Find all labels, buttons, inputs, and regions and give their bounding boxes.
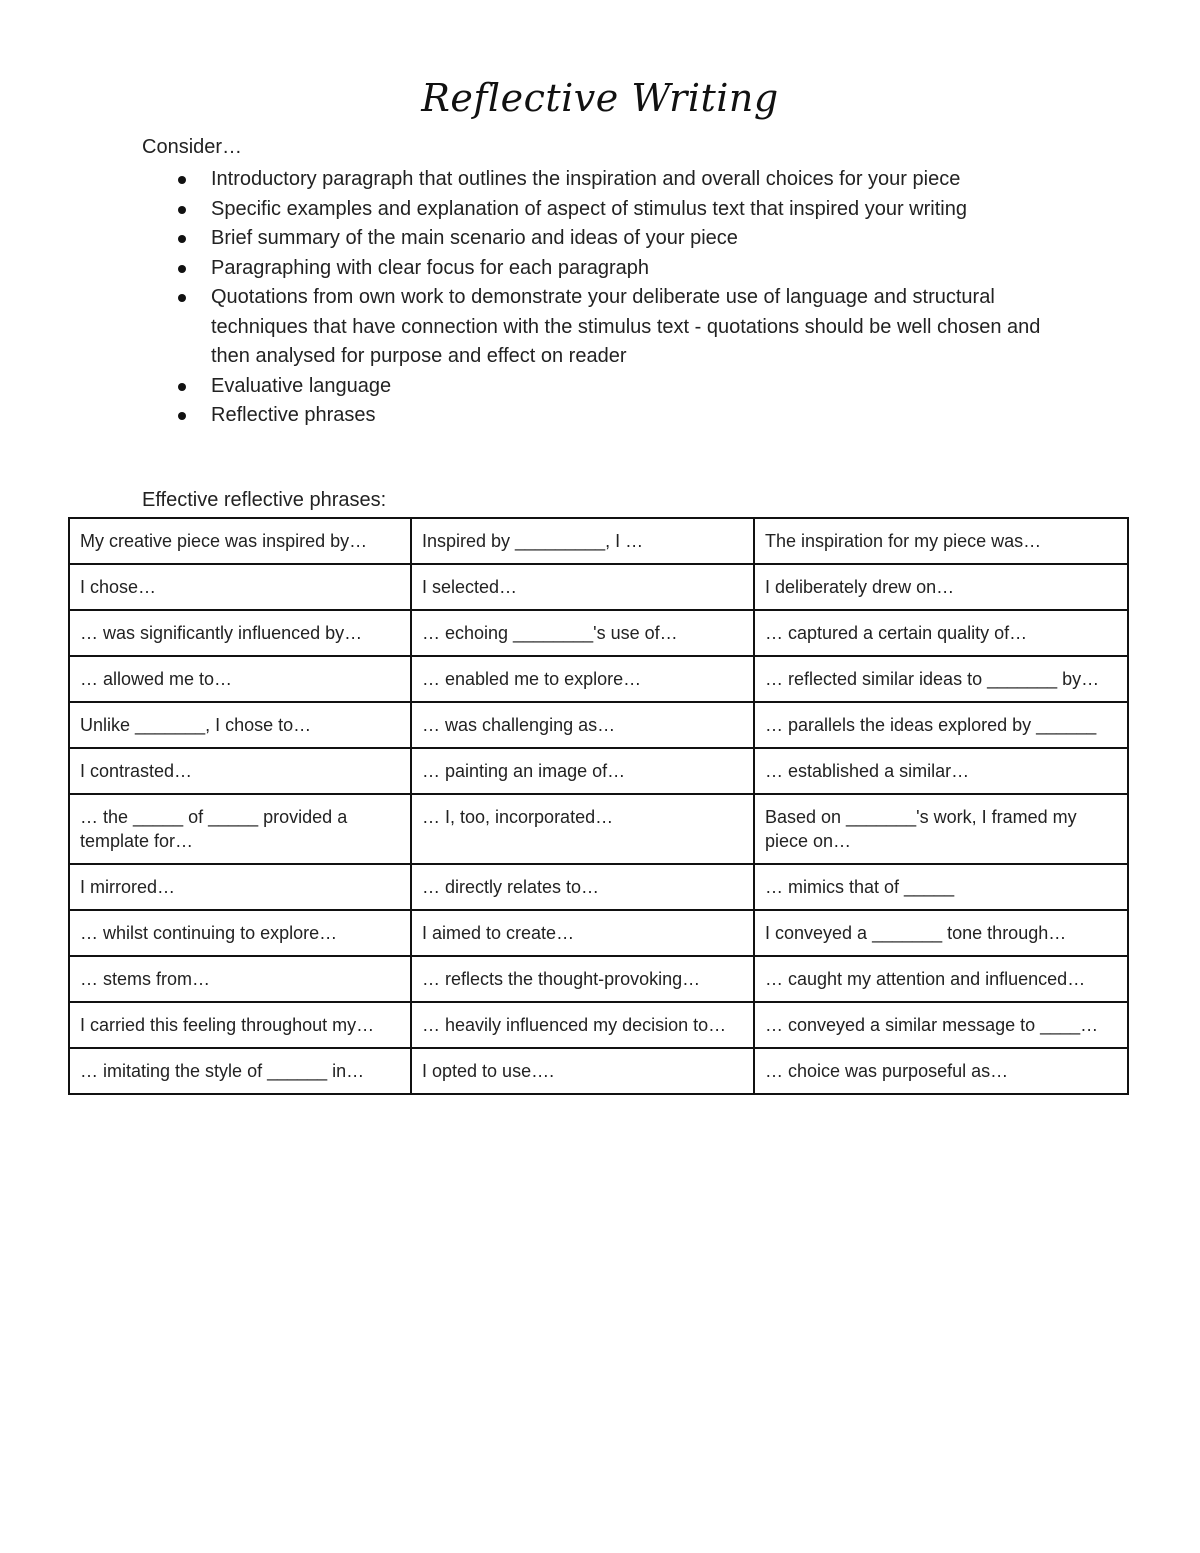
table-row bbox=[69, 1002, 1128, 1048]
table-cell: I opted to use…. bbox=[411, 1048, 754, 1094]
table-cell: The inspiration for my piece was… bbox=[754, 518, 1128, 564]
table-cell: … enabled me to explore… bbox=[411, 656, 754, 702]
table-cell: I chose… bbox=[69, 564, 411, 610]
table-row bbox=[69, 910, 1128, 956]
table-cell: … the _____ of _____ provided a template for… bbox=[69, 794, 411, 864]
bullet-text: Brief summary of the main scenario and ideas of your piece bbox=[211, 227, 738, 249]
table-cell: … allowed me to… bbox=[69, 656, 411, 702]
table-cell: … parallels the ideas explored by ______ bbox=[754, 702, 1128, 748]
table-cell: I conveyed a _______ tone through… bbox=[754, 910, 1128, 956]
table-cell: … directly relates to… bbox=[411, 864, 754, 910]
table-row bbox=[69, 656, 1128, 702]
table-cell: … captured a certain quality of… bbox=[754, 610, 1128, 656]
table-cell: I deliberately drew on… bbox=[754, 564, 1128, 610]
bullet-item bbox=[178, 224, 1078, 254]
table-cell: I contrasted… bbox=[69, 748, 411, 794]
consider-label: Consider… bbox=[142, 136, 243, 158]
table-cell: … was significantly influenced by… bbox=[69, 610, 411, 656]
table-cell: I mirrored… bbox=[69, 864, 411, 910]
bullet-item bbox=[178, 401, 1078, 431]
bullet-text: Paragraphing with clear focus for each paragraph bbox=[211, 256, 650, 279]
bullet-item bbox=[178, 372, 1078, 402]
table-cell: Based on _______'s work, I framed my piece on… bbox=[754, 794, 1128, 864]
table-cell: … echoing ________'s use of… bbox=[411, 610, 754, 656]
bullet-text: Specific examples and explanation of aspect of stimulus text that inspired your writing bbox=[211, 197, 967, 220]
table-cell: … heavily influenced my decision to… bbox=[411, 1002, 754, 1048]
bullet-item bbox=[178, 283, 1078, 372]
bullet-item bbox=[178, 165, 1078, 195]
bullet-dot-icon bbox=[178, 206, 186, 214]
bullet-text: Introductory paragraph that outlines the inspiration and overall choices for your piece bbox=[211, 168, 961, 190]
table-row bbox=[69, 864, 1128, 910]
table-cell: … choice was purposeful as… bbox=[754, 1048, 1128, 1094]
table-row bbox=[69, 518, 1128, 564]
table-cell: … conveyed a similar message to ____… bbox=[754, 1002, 1128, 1048]
table-cell: … caught my attention and influenced… bbox=[754, 956, 1128, 1002]
bullet-dot-icon bbox=[178, 265, 186, 273]
table-cell: … reflected similar ideas to _______ by… bbox=[754, 656, 1128, 702]
table-cell: … reflects the thought-provoking… bbox=[411, 956, 754, 1002]
bullet-dot-icon bbox=[178, 294, 186, 302]
consider-bullet-list bbox=[178, 165, 1078, 431]
table-cell: … mimics that of _____ bbox=[754, 864, 1128, 910]
table-cell: Inspired by _________, I … bbox=[411, 518, 754, 564]
reflective-phrases-table bbox=[68, 517, 1129, 1095]
table-row bbox=[69, 702, 1128, 748]
bullet-text: Evaluative language bbox=[211, 374, 392, 397]
bullet-item bbox=[178, 195, 1078, 225]
table-row bbox=[69, 564, 1128, 610]
bullet-item bbox=[178, 254, 1078, 284]
table-row bbox=[69, 610, 1128, 656]
bullet-text: Quotations from own work to demonstrate your deliberate use of language and structural techniques that have connection with the stimulus text - quotations should be well chosen and then analysed for purpose and effect on reader bbox=[211, 286, 1041, 367]
table-cell: … imitating the style of ______ in… bbox=[69, 1048, 411, 1094]
table-cell: My creative piece was inspired by… bbox=[69, 518, 411, 564]
table-cell: I aimed to create… bbox=[411, 910, 754, 956]
table-row bbox=[69, 956, 1128, 1002]
table-row bbox=[69, 1048, 1128, 1094]
table-row bbox=[69, 748, 1128, 794]
table-cell: … was challenging as… bbox=[411, 702, 754, 748]
bullet-dot-icon bbox=[178, 383, 186, 391]
table-cell: … whilst continuing to explore… bbox=[69, 910, 411, 956]
phrases-label: Effective reflective phrases: bbox=[142, 489, 387, 511]
page-title: Reflective Writing bbox=[421, 76, 779, 120]
table-row bbox=[69, 794, 1128, 864]
bullet-dot-icon bbox=[178, 412, 186, 420]
bullet-dot-icon bbox=[178, 176, 186, 184]
table-cell: I carried this feeling throughout my… bbox=[69, 1002, 411, 1048]
table-cell: … stems from… bbox=[69, 956, 411, 1002]
table-cell: … painting an image of… bbox=[411, 748, 754, 794]
table-cell: … I, too, incorporated… bbox=[411, 794, 754, 864]
bullet-dot-icon bbox=[178, 235, 186, 243]
bullet-text: Reflective phrases bbox=[211, 404, 376, 426]
table-cell: Unlike _______, I chose to… bbox=[69, 702, 411, 748]
table-cell: … established a similar… bbox=[754, 748, 1128, 794]
table-cell: I selected… bbox=[411, 564, 754, 610]
